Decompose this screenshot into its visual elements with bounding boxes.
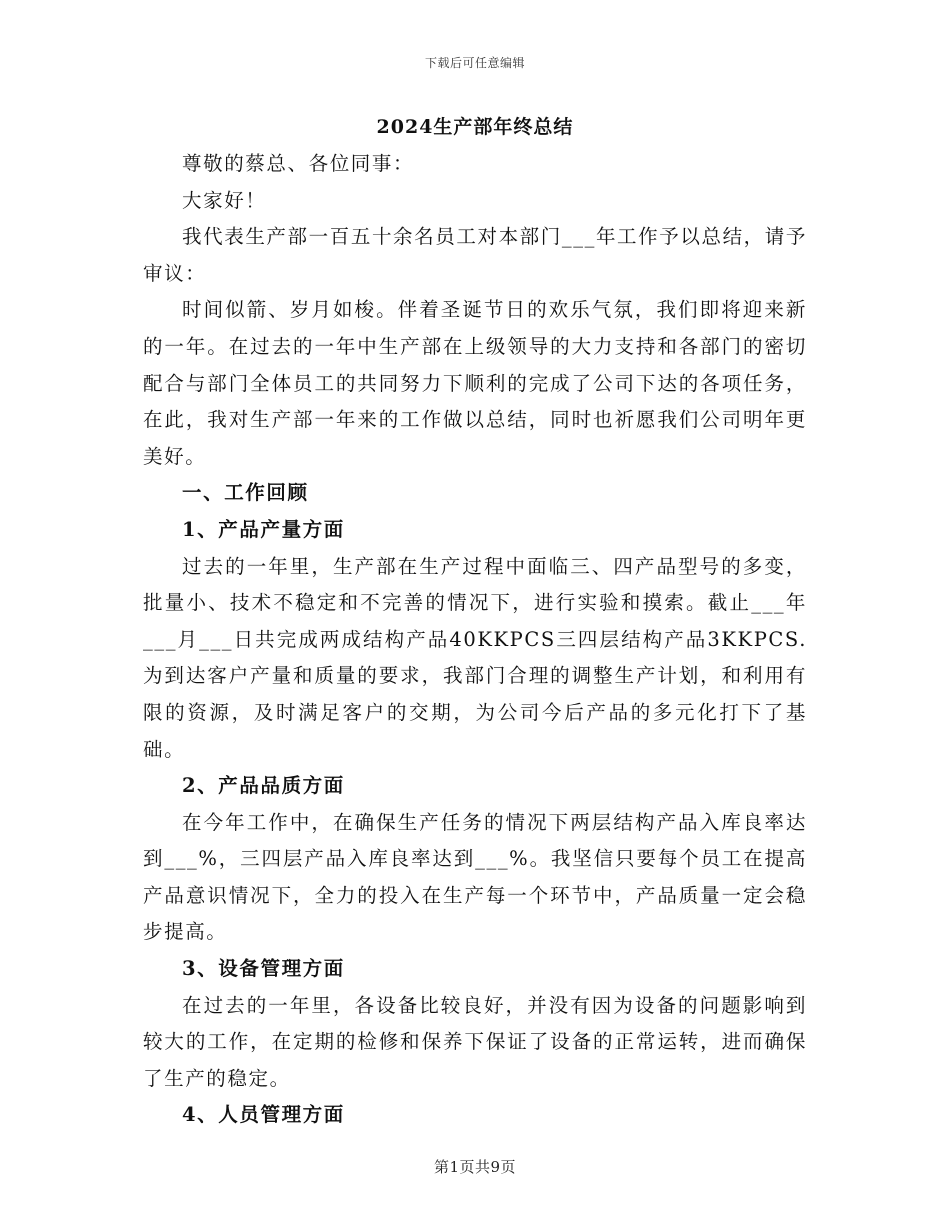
paragraph-quality: 在今年工作中，在确保生产任务的情况下两层结构产品入库良率达到___%，三四层产品入库良率达到___%。我坚信只要每个员工在提高产品意识情况下，全力的投入在生产每一个环节中，产品质量一定会稳步提高。 bbox=[143, 810, 807, 944]
header-note: 下载后可任意编辑 bbox=[424, 56, 525, 70]
section-heading-work-review: 一、工作回顾 bbox=[182, 481, 309, 505]
document-body bbox=[143, 112, 807, 1134]
greeting-paragraph: 尊敬的蔡总、各位同事： bbox=[182, 152, 415, 175]
salutation-paragraph: 大家好！ bbox=[182, 188, 267, 212]
subsection-heading-equipment: 3、设备管理方面 bbox=[182, 957, 345, 981]
subsection-heading-personnel: 4、人员管理方面 bbox=[182, 1103, 345, 1127]
opening-paragraph: 时间似箭、岁月如梭。伴着圣诞节日的欢乐气氛，我们即将迎来新的一年。在过去的一年中生产部在上级领导的大力支持和各部门的密切配合与部门全体员工的共同努力下顺利的完成了公司下达的各项任务，在此，我对生产部一年来的工作做以总结，同时也祈愿我们公司明年更美好。 bbox=[143, 298, 807, 468]
intro-paragraph: 我代表生产部一百五十余名员工对本部门___年工作予以总结，请予审议： bbox=[143, 225, 807, 285]
paragraph-output: 过去的一年里，生产部在生产过程中面临三、四产品型号的多变，批量小、技术不稳定和不完善的情况下，进行实验和摸索。截止___年___月___日共完成两成结构产品40KKPCS三四层结构产品3KKPCS.为到达客户产量和质量的要求，我部门合理的调整生产计划，和利用有限的资源，及时满足客户的交期，为公司今后产品的多元化打下了基础。 bbox=[143, 554, 807, 761]
paragraph-equipment: 在过去的一年里，各设备比较良好，并没有因为设备的问题影响到较大的工作，在定期的检修和保养下保证了设备的正常运转，进而确保了生产的稳定。 bbox=[143, 993, 807, 1090]
subsection-heading-quality: 2、产品品质方面 bbox=[182, 774, 345, 798]
page-footer: 第1页共9页 bbox=[433, 1158, 517, 1176]
document-title: 2024生产部年终总结 bbox=[376, 116, 574, 138]
subsection-heading-output: 1、产品产量方面 bbox=[182, 517, 345, 541]
